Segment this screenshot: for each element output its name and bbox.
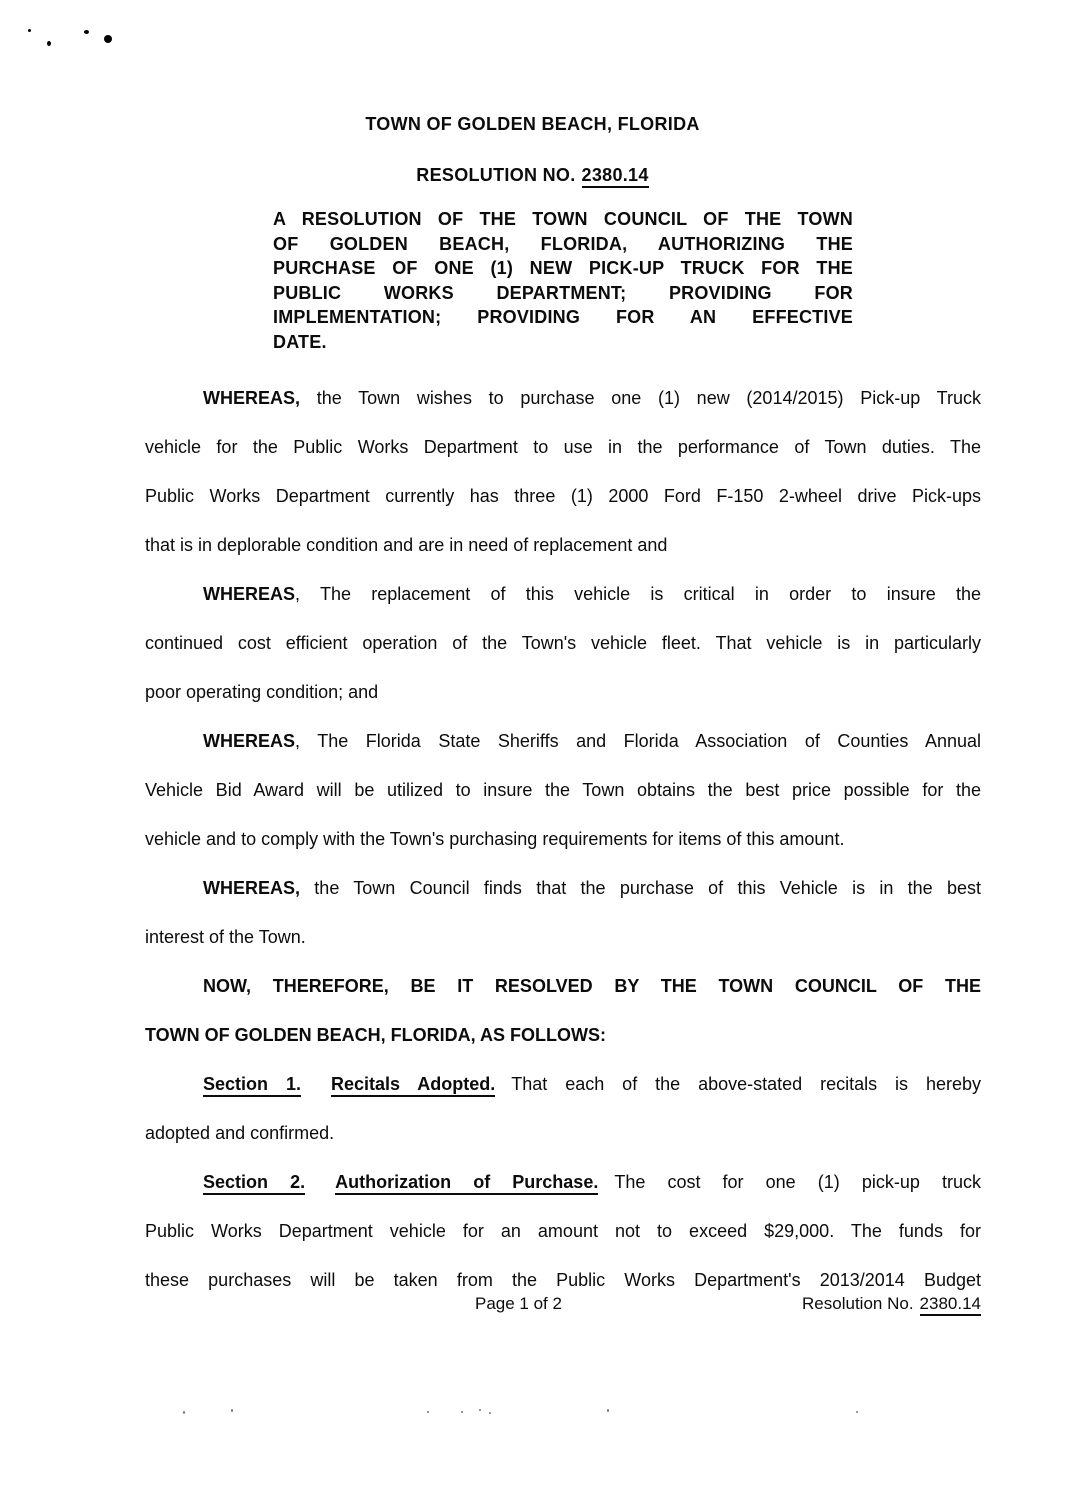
text-segment: TOWN OF GOLDEN BEACH, FLORIDA, AS FOLLOWS:	[145, 1025, 606, 1045]
paragraph-whereas-2	[145, 570, 981, 717]
text-segment: that is in deplorable condition and are in need of replacement and	[145, 535, 668, 555]
paragraph-whereas-1	[145, 374, 981, 570]
text-segment: Authorization of Purchase.	[335, 1172, 598, 1195]
text-line	[145, 1109, 981, 1158]
text-segment: vehicle and to comply with the Town's purchasing requirements for items of this amount.	[145, 829, 845, 849]
text-line	[145, 962, 981, 1011]
title-block	[273, 207, 853, 354]
text-segment: Vehicle Bid Award will be utilized to insure the Town obtains the best price possible for the	[145, 780, 981, 800]
paragraph-section-1	[145, 1060, 981, 1158]
scan-speck	[47, 41, 51, 46]
text-line	[145, 374, 981, 423]
text-line	[145, 717, 981, 766]
resolution-label: RESOLUTION NO.	[416, 165, 576, 185]
text-line	[145, 766, 981, 815]
tab-space	[301, 1089, 331, 1090]
text-line	[145, 913, 981, 962]
text-segment: WHEREAS,	[203, 878, 301, 898]
text-segment: NOW, THEREFORE, BE IT RESOLVED BY THE TOWN COUNCIL OF THE	[203, 976, 981, 996]
paragraph-now-therefore	[145, 962, 981, 1060]
text-segment: the Town Council finds that the purchase of this Vehicle is in the best	[300, 878, 981, 898]
text-line	[145, 864, 981, 913]
page-indicator: Page 1 of 2	[475, 1294, 562, 1313]
title-line: A RESOLUTION OF THE TOWN COUNCIL OF THE TOWN	[273, 209, 853, 229]
tab-space	[305, 1187, 335, 1188]
scan-speck	[28, 29, 31, 32]
document-body	[145, 374, 981, 1305]
footer-resolution-label: Resolution No.	[802, 1294, 914, 1313]
text-segment: Section 2.	[203, 1172, 305, 1195]
text-line	[145, 521, 981, 570]
scan-speck	[607, 1409, 609, 1412]
text-segment: , The replacement of this vehicle is critical in order to insure the	[295, 584, 981, 604]
text-segment: Public Works Department currently has three (1) 2000 Ford F-150 2-wheel drive Pick-ups	[145, 486, 981, 506]
text-segment: Public Works Department vehicle for an amount not to exceed $29,000. The funds for	[145, 1221, 981, 1241]
text-segment: WHEREAS	[203, 731, 296, 751]
text-line	[145, 815, 981, 864]
text-segment: continued cost efficient operation of the Town's vehicle fleet. That vehicle is in particularly	[145, 633, 981, 653]
text-segment: interest of the Town.	[145, 927, 306, 947]
text-segment: , The Florida State Sheriffs and Florida Association of Counties Annual	[295, 731, 981, 751]
scan-speck	[479, 1409, 481, 1411]
title-line: IMPLEMENTATION; PROVIDING FOR AN EFFECTIVE	[273, 307, 853, 327]
text-segment: That each of the above-stated recitals is hereby	[511, 1074, 982, 1094]
text-line	[145, 472, 981, 521]
text-line	[145, 423, 981, 472]
text-segment: adopted and confirmed.	[145, 1123, 335, 1143]
title-line: DATE.	[273, 331, 327, 352]
scan-speck	[183, 1411, 185, 1414]
paragraph-whereas-4	[145, 864, 981, 962]
scan-speck	[427, 1411, 429, 1413]
text-line	[145, 570, 981, 619]
footer-resolution	[802, 1294, 981, 1314]
text-segment: Recitals Adopted.	[331, 1074, 495, 1097]
resolution-heading	[0, 165, 1065, 186]
document-org-title: TOWN OF GOLDEN BEACH, FLORIDA	[365, 114, 700, 134]
paragraph-section-2	[145, 1158, 981, 1305]
text-line	[145, 1207, 981, 1256]
text-segment: WHEREAS	[203, 584, 296, 604]
tab-space	[495, 1089, 511, 1090]
footer-resolution-number: 2380.14	[920, 1294, 981, 1316]
title-line: PURCHASE OF ONE (1) NEW PICK-UP TRUCK FOR THE	[273, 258, 853, 278]
text-segment: poor operating condition; and	[145, 682, 379, 702]
scan-speck	[84, 30, 89, 34]
scan-speck	[856, 1411, 858, 1413]
title-line: OF GOLDEN BEACH, FLORIDA, AUTHORIZING THE	[273, 233, 853, 254]
text-segment: these purchases will be taken from the Public Works Department's 2013/2014 Budget	[145, 1270, 981, 1290]
page-footer	[145, 1294, 981, 1318]
text-line	[145, 1011, 981, 1060]
tab-space	[598, 1187, 614, 1188]
title-line: PUBLIC WORKS DEPARTMENT; PROVIDING FOR	[273, 282, 853, 303]
text-segment: the Town wishes to purchase one (1) new (2014/2015) Pick-up Truck	[300, 388, 981, 408]
text-line	[145, 1060, 981, 1109]
scan-speck	[231, 1409, 233, 1412]
scan-speck	[104, 35, 112, 43]
scan-speck	[489, 1412, 491, 1414]
resolution-number: 2380.14	[582, 165, 649, 188]
text-segment: Section 1.	[203, 1074, 301, 1097]
text-line	[145, 668, 981, 717]
text-segment: WHEREAS,	[203, 388, 301, 408]
text-line	[145, 619, 981, 668]
text-line	[145, 1158, 981, 1207]
paragraph-whereas-3	[145, 717, 981, 864]
text-segment: vehicle for the Public Works Department to use in the performance of Town duties. The	[145, 437, 981, 457]
text-segment: The cost for one (1) pick-up truck	[614, 1172, 981, 1192]
scan-speck	[461, 1411, 463, 1413]
